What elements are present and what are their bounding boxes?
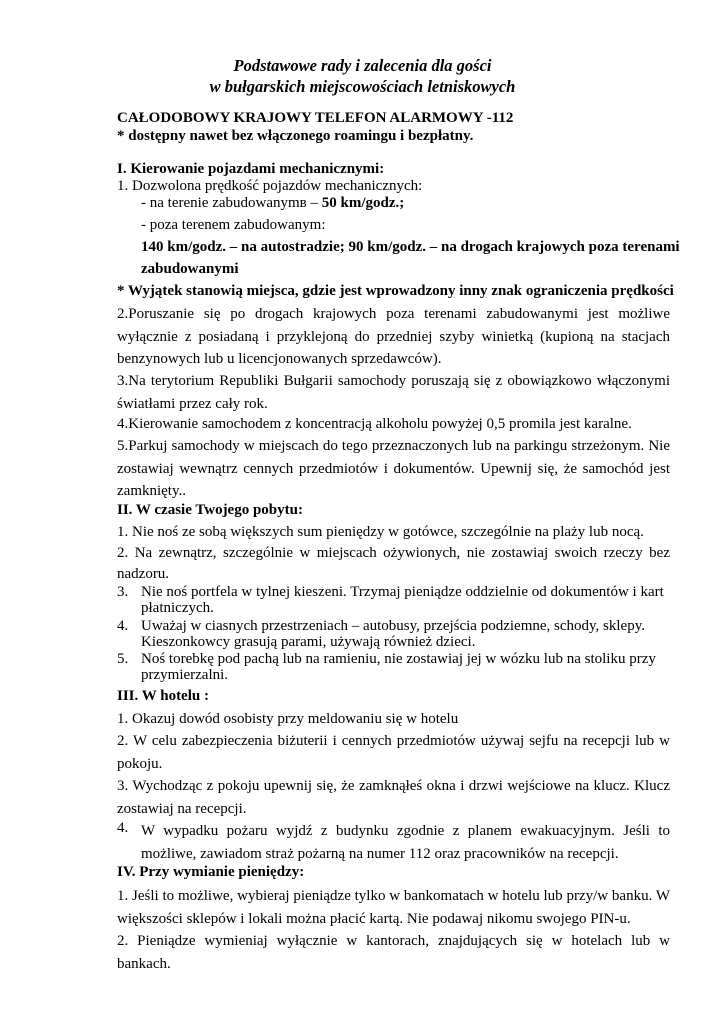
section-1-item-2: 2.Poruszanie się po drogach krajowych poza terenami zabudowanymi jest możliwe wyłącznie z posiadaną i przyklejoną do przedniej szyby winietką (kupioną na stacjach benzynowych lub u licencjonowanych sprzedawców). [117, 306, 670, 367]
section-2-item-5-number: 5. [117, 651, 129, 667]
section-2-item-4: Uważaj w ciasnych przestrzeniach – autobusy, przejścia podziemne, schody, sklepy. Kieszonkowcy grasują parami, używają również dzieci. [141, 618, 645, 650]
section-4-heading: IV. Przy wymianie pieniędzy: [117, 864, 305, 880]
rural-speed-line-1: 140 km/godz. – na autostradzie; 90 km/godz. – na drogach krajowych poza terenami [141, 239, 680, 255]
section-2-item-4-number: 4. [117, 618, 129, 634]
rural-speed-label: - poza terenem zabudowanym: [141, 217, 326, 233]
section-2-item-3: Nie noś portfela w tylnej kieszeni. Trzymaj pieniądze oddzielnie od dokumentów i kart płatniczych. [141, 584, 664, 616]
urban-speed-line [141, 195, 404, 212]
section-4-item-1: 1. Jeśli to możliwe, wybieraj pieniądze tylko w bankomatach w hotelu lub przy/w banku. W większości sklepów i lokali można płacić kartą. Nie podawaj nikomu swojego PIN-u. [117, 888, 670, 927]
section-2-item-5: Noś torebkę pod pachą lub na ramieniu, nie zostawiaj jej w wózku lub na stoliku przy przymierzalni. [141, 651, 656, 683]
section-1-item-4: 4.Kierowanie samochodem z koncentracją alkoholu powyżej 0,5 promila jest karalne. [117, 416, 632, 432]
section-1-item-1: 1. Dozwolona prędkość pojazdów mechanicznych: [117, 178, 423, 194]
section-4-item-2: 2. Pieniądze wymieniaj wyłącznie w kantorach, znajdujących się w hotelach lub w bankach. [117, 933, 670, 972]
section-3-item-1: 1. Okazuj dowód osobisty przy meldowaniu się w hotelu [117, 711, 459, 727]
section-2-heading: II. W czasie Twojego pobytu: [117, 502, 303, 518]
urban-speed-label: - na terenie zabudowanymв – [141, 195, 319, 211]
rural-speed-line-2: zabudowanymi [141, 261, 239, 277]
section-3-item-3: 3. Wychodząc z pokoju upewnij się, że zamknąłeś okna i drzwi wejściowe na klucz. Klucz zostawiaj na recepcji. [117, 778, 670, 817]
section-1-item-5: 5.Parkuj samochody w miejscach do tego przeznaczonych lub na parkingu strzeżonym. Nie zostawiaj wewnątrz cennych przedmiotów i dokumentów. Upewnij się, że samochód jest zamknięty.. [117, 438, 670, 499]
speed-exception-note: * Wyjątek stanowią miejsca, gdzie jest wprowadzony inny znak ograniczenia prędkości [117, 283, 674, 299]
title-line-2: w bułgarskich miejscowościach letniskowych [209, 77, 516, 96]
alarm-heading: CAŁODOBOWY KRAJOWY TELEFON ALARMOWY -112 [117, 110, 514, 126]
section-3-item-4: W wypadku pożaru wyjdź z budynku zgodnie z planem ewakuacyjnym. Jeśli to możliwe, zawiadom straż pożarną na numer 112 oraz pracowników na recepcji. [141, 823, 670, 862]
alarm-note: * dostępny nawet bez włączonego roamingu i bezpłatny. [117, 128, 474, 144]
section-1-item-3: 3.Na terytorium Republiki Bułgarii samochody poruszają się z obowiązkowo włączonymi światłami przez cały rok. [117, 373, 670, 412]
section-3-heading: III. W hotelu : [117, 688, 209, 704]
urban-speed-value: 50 km/godz.; [321, 195, 405, 211]
section-1-heading: I. Kierowanie pojazdami mechanicznymi: [117, 161, 385, 177]
section-3-item-4-number: 4. [117, 820, 129, 836]
title-line-1: Podstawowe rady i zalecenia dla gości [233, 56, 492, 75]
section-2-item-2: 2. Na zewnątrz, szczególnie w miejscach ożywionych, nie zostawiaj swoich rzeczy bez nadzoru. [117, 545, 670, 582]
section-3-item-2: 2. W celu zabezpieczenia biżuterii i cennych przedmiotów używaj sejfu na recepcji lub w pokoju. [117, 733, 670, 772]
section-2-item-3-number: 3. [117, 584, 129, 600]
section-2-item-1: 1. Nie noś ze sobą większych sum pieniędzy w gotówce, szczególnie na plaży lub nocą. [117, 524, 644, 540]
